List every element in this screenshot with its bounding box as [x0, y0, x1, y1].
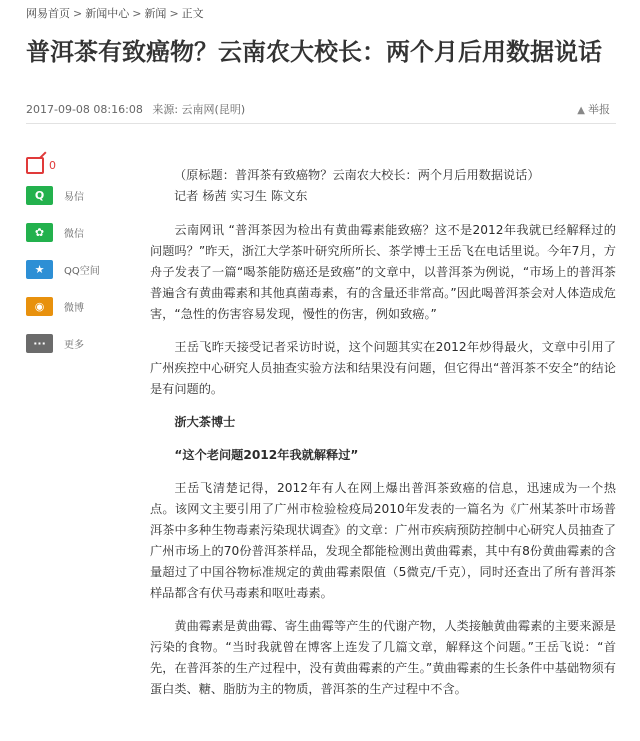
divider — [26, 123, 616, 124]
breadcrumb-home[interactable]: 网易首页 — [26, 7, 70, 20]
publish-datetime: 2017-09-08 08:16:08 — [26, 103, 143, 116]
original-title-line — [150, 165, 616, 207]
share-yixin-button[interactable] — [26, 184, 136, 206]
breadcrumb — [26, 5, 204, 21]
paragraph: 云南网讯 “普洱茶因为检出有黄曲霉素能致癌？这不是2012年我就已经解释过的问题吗？”昨天，浙江大学茶叶研究所所长、茶学博士王岳飞在电话里说。今年7月，方舟子发表了一篇“喝茶能防癌还是致癌”的文章中，以普洱茶为例说，“市场上的普洱茶普遍含有黄曲霉素和其他真菌毒素，有的含量还非常高。”因此喝普洱茶会对人体造成危害，“急性的伤害容易发现，慢性的伤害，例如致癌。” — [150, 223, 616, 321]
breadcrumb-current: 正文 — [181, 7, 204, 20]
article-meta — [26, 101, 251, 117]
share-label: 更多 — [64, 339, 84, 351]
wechat-icon: ✿ — [26, 223, 53, 242]
page-title: 普洱茶有致癌物？云南农大校长：两个月后用数据说话 — [26, 38, 602, 66]
subheading: 浙大茶博士 — [174, 415, 236, 429]
breadcrumb-separator: > — [73, 7, 83, 20]
share-qzone-button[interactable] — [26, 258, 136, 280]
weibo-icon: ◉ — [26, 297, 53, 316]
breadcrumb-separator: > — [132, 7, 142, 20]
comment-edit-icon — [26, 157, 44, 174]
breadcrumb-separator: > — [169, 7, 179, 20]
share-weibo-button[interactable] — [26, 295, 136, 317]
breadcrumb-news-center[interactable]: 新闻中心 — [85, 7, 130, 20]
warning-icon: ▲ — [577, 105, 585, 116]
share-label: QQ空间 — [64, 265, 100, 277]
report-label: 举报 — [588, 103, 610, 116]
share-label: 微信 — [64, 228, 84, 240]
share-wechat-button[interactable] — [26, 221, 136, 243]
more-icon: ··· — [26, 334, 53, 353]
share-label: 微博 — [64, 302, 84, 314]
report-button[interactable] — [577, 101, 610, 117]
qzone-icon: ★ — [26, 260, 53, 279]
paragraph: 王岳飞清楚记得，2012年有人在网上爆出普洱茶致癌的信息，迅速成为一个热点。该网文主要引用了广州市检验检疫局2010年发表的一篇名为《广州某茶叶市场普洱茶中多种生物毒素污染现状调查》的文章：广州市疾病预防控制中心研究人员抽查了广州市场上的70份普洱茶样品，发现全都能检测出黄曲霉素，其中有8份黄曲霉素的含量超过了中国谷物标准规定的黄曲霉素限值（5微克/千克），同时还查出了所有普洱茶样品都含有伏马毒素和呕吐毒素。 — [150, 481, 616, 600]
breadcrumb-news[interactable]: 新闻 — [144, 7, 167, 20]
reporter-line: 记者 杨茜 实习生 陈文东 — [174, 189, 308, 203]
article-source[interactable]: 来源: 云南网(昆明) — [152, 103, 246, 116]
article-body — [150, 165, 616, 712]
comment-button[interactable] — [26, 155, 136, 175]
paragraph: 黄曲霉素是黄曲霉、寄生曲霉等产生的代谢产物，人类接触黄曲霉素的主要来源是污染的食物。“当时我就曾在博客上连发了几篇文章，解释这个问题。”王岳飞说：“首先，在普洱茶的生产过程中，没有黄曲霉素的产生。”黄曲霉素的生长条件中基础物须有蛋白类、糖、脂肪为主的物质，普洱茶的生产过程中不含。 — [150, 619, 616, 696]
share-label: 易信 — [64, 191, 84, 203]
original-title: （原标题：普洱茶有致癌物？云南农大校长：两个月后用数据说话） — [174, 168, 540, 182]
yixin-icon: Q — [26, 186, 53, 205]
subheading: “这个老问题2012年我就解释过” — [174, 448, 359, 462]
share-more-button[interactable] — [26, 332, 136, 354]
paragraph: 王岳飞昨天接受记者采访时说，这个问题其实在2012年炒得最火，文章中引用了广州疾控中心研究人员抽查实验方法和结果没有问题，但它得出“普洱茶不安全”的结论是有问题的。 — [150, 340, 616, 396]
comment-count: 0 — [49, 158, 56, 172]
share-panel — [26, 155, 136, 369]
